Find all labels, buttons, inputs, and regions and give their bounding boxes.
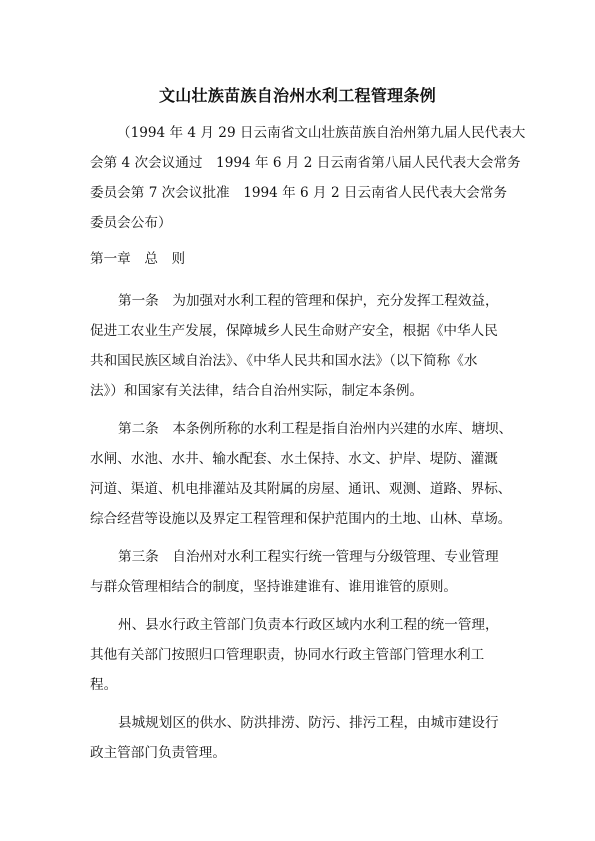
paragraph-line: 促进工农业生产发展，保障城乡人民生命财产安全，根据《中华人民	[90, 323, 498, 339]
document-title: 文山壮族苗族自治州水利工程管理条例	[158, 86, 437, 105]
chapter-heading: 第一章 总 则	[90, 251, 186, 267]
paragraph-line: 第一条 为加强对水利工程的管理和保护，充分发挥工程效益，	[118, 293, 499, 309]
preamble-line: 委员会公布）	[90, 215, 172, 231]
paragraph-line: 第二条 本条例所称的水利工程是指自治州内兴建的水库、塘坝、	[118, 421, 513, 437]
paragraph-line: 第三条 自治州对水利工程实行统一管理与分级管理、专业管理	[118, 549, 499, 565]
paragraph-line: 政主管部门负责管理。	[90, 745, 226, 761]
paragraph-line: 法》）和国家有关法律，结合自治州实际，制定本条例。	[90, 383, 424, 399]
preamble-line: （1994 年 4 月 29 日云南省文山壮族苗族自治州第九届人民代表大	[117, 125, 526, 141]
paragraph-line: 县城规划区的供水、防洪排涝、防污、排污工程，由城市建设行	[118, 715, 499, 731]
paragraph-line: 共和国民族区域自治法》、《中华人民共和国水法》（以下简称《水	[90, 353, 478, 369]
paragraph-line: 程。	[90, 677, 118, 693]
paragraph-line: 其他有关部门按照归口管理职责，协同水行政主管部门管理水利工	[90, 647, 485, 663]
paragraph-line: 与群众管理相结合的制度，坚持谁建谁有、谁用谁管的原则。	[90, 579, 458, 595]
paragraph-line: 州、县水行政主管部门负责本行政区域内水利工程的统一管理，	[118, 617, 499, 633]
preamble-line: 委员会第 7 次会议批准 1994 年 6 月 2 日云南省人民代表大会常务	[90, 185, 508, 201]
paragraph-line: 综合经营等设施以及界定工程管理和保护范围内的土地、山林、草场。	[90, 511, 512, 527]
paragraph-line: 水闸、水池、水井、输水配套、水土保持、水文、护岸、堤防、灌溉	[90, 451, 498, 467]
preamble-line: 会第 4 次会议通过 1994 年 6 月 2 日云南省第八届人民代表大会常务	[90, 155, 521, 171]
paragraph-line: 河道、渠道、机电排灌站及其附属的房屋、通讯、观测、道路、界标、	[90, 481, 512, 497]
